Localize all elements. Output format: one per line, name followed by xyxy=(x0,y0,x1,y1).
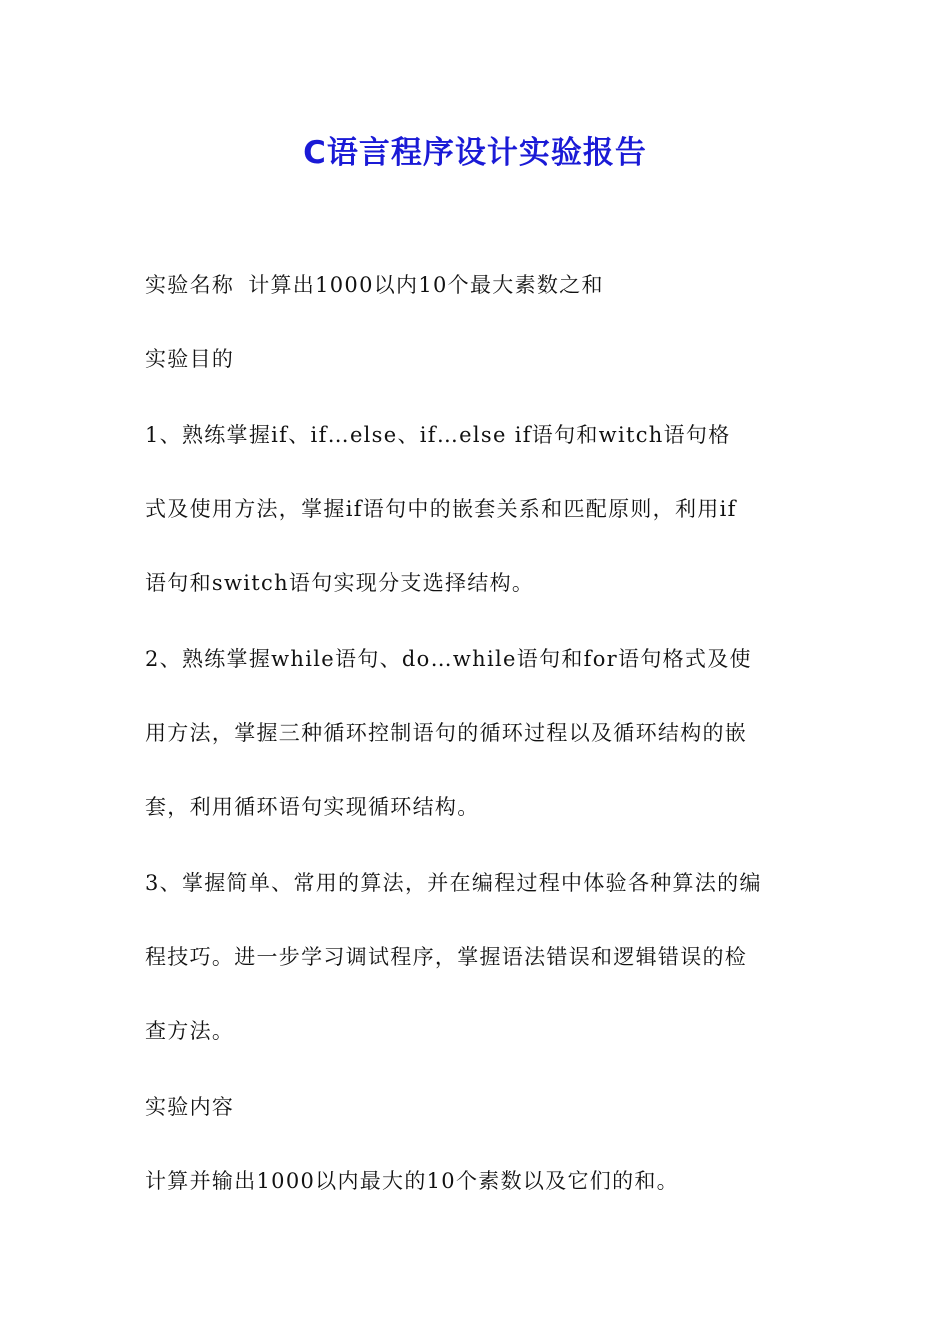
purpose-line: 语句和switch语句实现分支选择结构。 xyxy=(145,571,535,595)
purpose-line: 用方法，掌握三种循环控制语句的循环过程以及循环结构的嵌 xyxy=(145,721,748,745)
purpose-heading: 实验目的 xyxy=(145,347,235,371)
purpose-line: 2、熟练掌握while语句、do…while语句和for语句格式及使 xyxy=(145,647,752,671)
purpose-line: 1、熟练掌握if、if…else、if…else if语句和witch语句格 xyxy=(145,423,731,447)
purpose-line: 式及使用方法，掌握if语句中的嵌套关系和匹配原则，利用if xyxy=(145,497,737,521)
purpose-line: 3、掌握简单、常用的算法，并在编程过程中体验各种算法的编 xyxy=(145,871,762,895)
experiment-name-value: 计算出1000以内10个最大素数之和 xyxy=(248,273,604,297)
document-title: C语言程序设计实验报告 xyxy=(303,135,647,171)
purpose-line: 套，利用循环语句实现循环结构。 xyxy=(145,795,480,819)
content-heading: 实验内容 xyxy=(145,1095,235,1119)
content-line: 计算并输出1000以内最大的10个素数以及它们的和。 xyxy=(145,1169,679,1193)
purpose-line: 程技巧。进一步学习调试程序，掌握语法错误和逻辑错误的检 xyxy=(145,945,748,969)
purpose-line: 查方法。 xyxy=(145,1019,235,1043)
experiment-name-label: 实验名称 xyxy=(145,273,235,297)
experiment-name-line xyxy=(145,270,810,300)
